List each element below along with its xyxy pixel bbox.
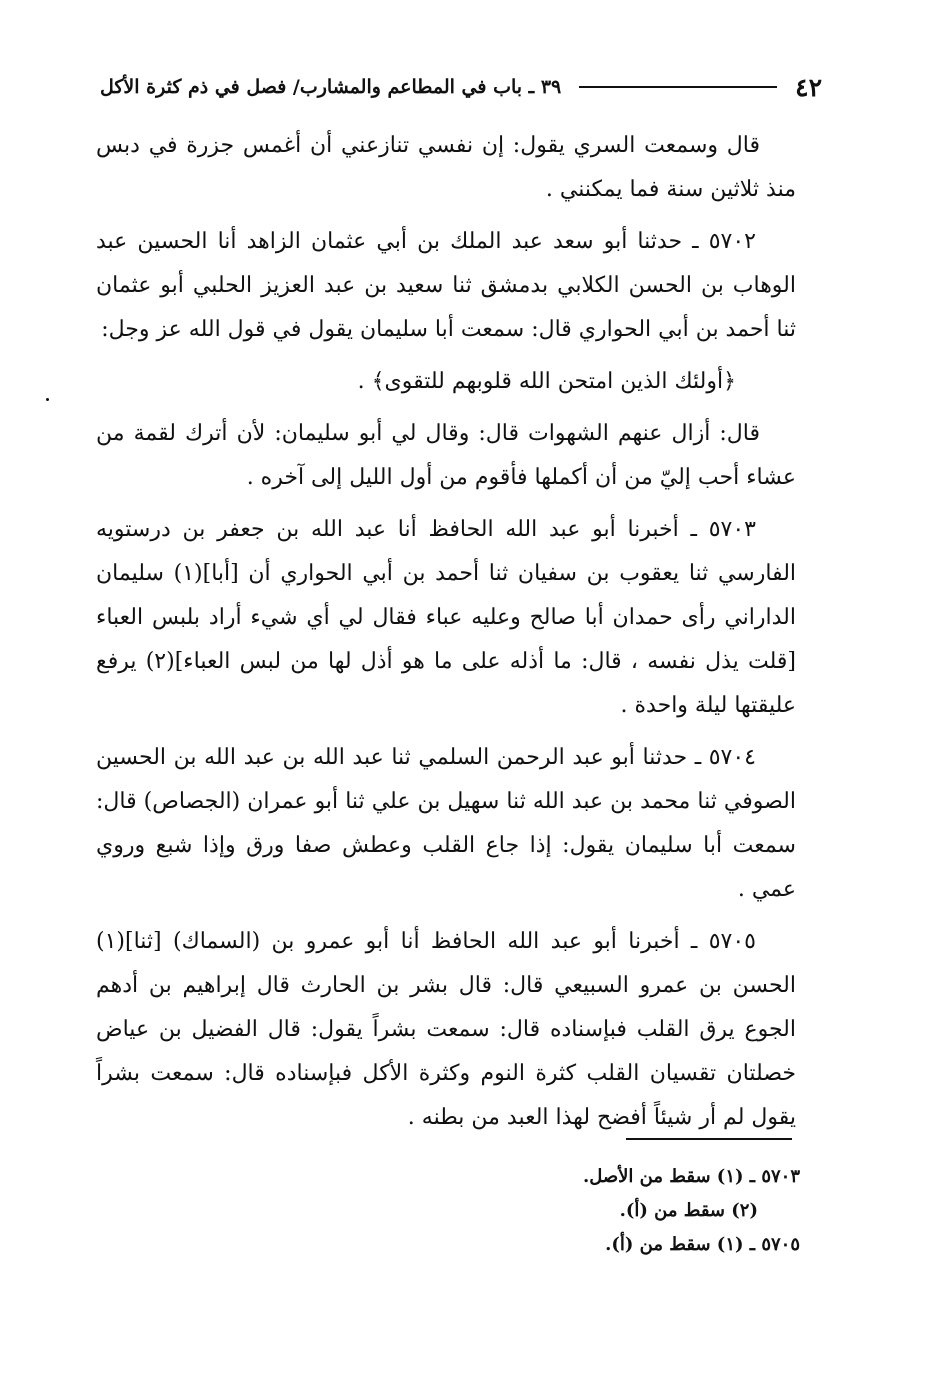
footnote-5703-2: (٢) سقط من (أ). — [619, 1200, 758, 1221]
quran-verse: ﴿أولئك الذين امتحن الله قلوبهم للتقوى﴾ . — [357, 369, 736, 394]
header-rule — [579, 86, 777, 88]
footnote-rule — [626, 1138, 792, 1140]
entry-5705: ٥٧٠٥ ـ أخبرنا أبو عبد الله الحافظ أنا أبو عمرو بن (السماك) [ثنا](١) الحسن بن عمرو السبيعي قال: قال بشر بن الحارث قال إبراهيم بن أدهم الجوع يرق القلب فبإسناده قال: سمعت بشراً يقول: قال الفضيل بن عياض خصلتان تقسيان القلب كثرة النوم وكثرة الأكل فبإسناده قال: سمعت بشراً يقول لم أر شيئاً أفضح لهذا العبد من بطنه . — [96, 929, 796, 1130]
footnote-5703-1: ٥٧٠٣ ـ (١) سقط من الأصل. — [582, 1166, 800, 1187]
page-number: ٤٢ — [795, 72, 822, 102]
main-text — [96, 124, 796, 1148]
entry-5702: ٥٧٠٢ ـ حدثنا أبو سعد عبد الملك بن أبي عثمان الزاهد أنا الحسين عبد الوهاب بن الحسن الكلابي بدمشق ثنا سعيد بن عبد العزيز الحلبي أبو عثمان ثنا أحمد بن أبي الحواري قال: سمعت أبا سليمان يقول في قول الله عز وجل: — [96, 229, 796, 342]
paragraph-intro: قال وسمعت السري يقول: إن نفسي تنازعني أن أغمس جزرة في دبس منذ ثلاثين سنة فما يمكنني . — [96, 133, 796, 202]
paragraph-commentary: قال: أزال عنهم الشهوات قال: وقال لي أبو سليمان: لأن أترك لقمة من عشاء أحب إليّ من أن أكملها فأقوم من أول الليل إلى آخره . — [96, 421, 796, 490]
entry-5704: ٥٧٠٤ ـ حدثنا أبو عبد الرحمن السلمي ثنا عبد الله بن عبد الله بن الحسين الصوفي ثنا محمد بن عبد الله ثنا سهيل بن علي ثنا أبو عمران (الجصاص) قال: سمعت أبا سليمان يقول: إذا جاع القلب وعطش صفا ورق وإذا شبع وروي عمي . — [96, 745, 796, 902]
running-title: ٣٩ ـ باب في المطاعم والمشارب/ فصل في ذم كثرة الأكل — [100, 76, 562, 98]
page-header — [100, 70, 822, 104]
footnotes — [420, 1160, 800, 1262]
ink-speck — [46, 398, 49, 401]
footnote-5705-1: ٥٧٠٥ ـ (١) سقط من (أ). — [605, 1234, 800, 1255]
entry-5703: ٥٧٠٣ ـ أخبرنا أبو عبد الله الحافظ أنا عبد الله بن جعفر بن درستويه الفارسي ثنا يعقوب بن سفيان ثنا أحمد بن أبي الحواري أن [أبا](١) سليمان الداراني رأى حمدان أبا صالح وعليه عباء فقال لي أي شيء أراد بلبس العباء [قلت يذل نفسه ، قال: ما أذله على ما هو أذل لها من لبس العباء](٢) يرفع عليقتها ليلة واحدة . — [96, 517, 797, 718]
